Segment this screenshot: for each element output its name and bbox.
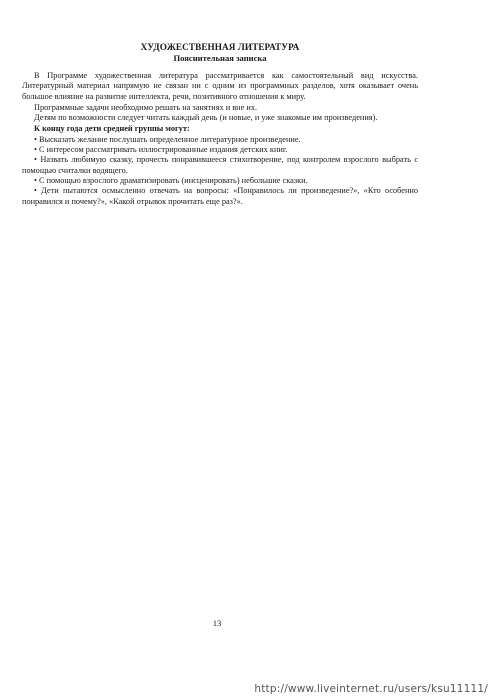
goals-heading: К концу года дети средней группы могут: bbox=[34, 124, 190, 134]
document-subtitle: Пояснительная записка bbox=[173, 53, 267, 63]
list-item: • Назвать любимую сказку, прочесть понравившееся стихотворение, под контролем взрослого выбрать с помощью считалки водящего. bbox=[22, 155, 418, 175]
list-item: • С помощью взрослого драматизировать (инсценировать) небольшие сказки. bbox=[34, 175, 308, 185]
paragraph-intro: В Программе художественная литература рассматривается как самостоятельный вид искусства. Литературный материал напрямую не связан ни с одним из программных разделов, хотя оказывает очень большое влияние на развитие интеллекта, речи, позитивного отношения к миру. bbox=[22, 71, 418, 101]
list-item: • С интересом рассматривать иллюстрированные издания детских книг. bbox=[34, 145, 288, 155]
document-page bbox=[22, 42, 418, 207]
watermark-url: http://www.liveinternet.ru/users/ksu11111/ bbox=[254, 683, 488, 695]
list-item: • Высказать желание послушать определенное литературное произведение. bbox=[34, 134, 301, 144]
document-title: ХУДОЖЕСТВЕННАЯ ЛИТЕРАТУРА bbox=[140, 42, 300, 52]
paragraph-reading: Детям по возможности следует читать каждый день (и новые, и уже знакомые им произведения). bbox=[34, 113, 378, 123]
page-number: 13 bbox=[212, 618, 222, 628]
paragraph-tasks: Программные задачи необходимо решать на занятиях и вне их. bbox=[34, 102, 258, 112]
list-item: • Дети пытаются осмысленно отвечать на вопросы: «Понравилось ли произведение?», «Кто особенно понравился и почему?», «Какой отрывок прочитать еще раз?». bbox=[22, 186, 418, 206]
goals-list bbox=[22, 135, 418, 207]
